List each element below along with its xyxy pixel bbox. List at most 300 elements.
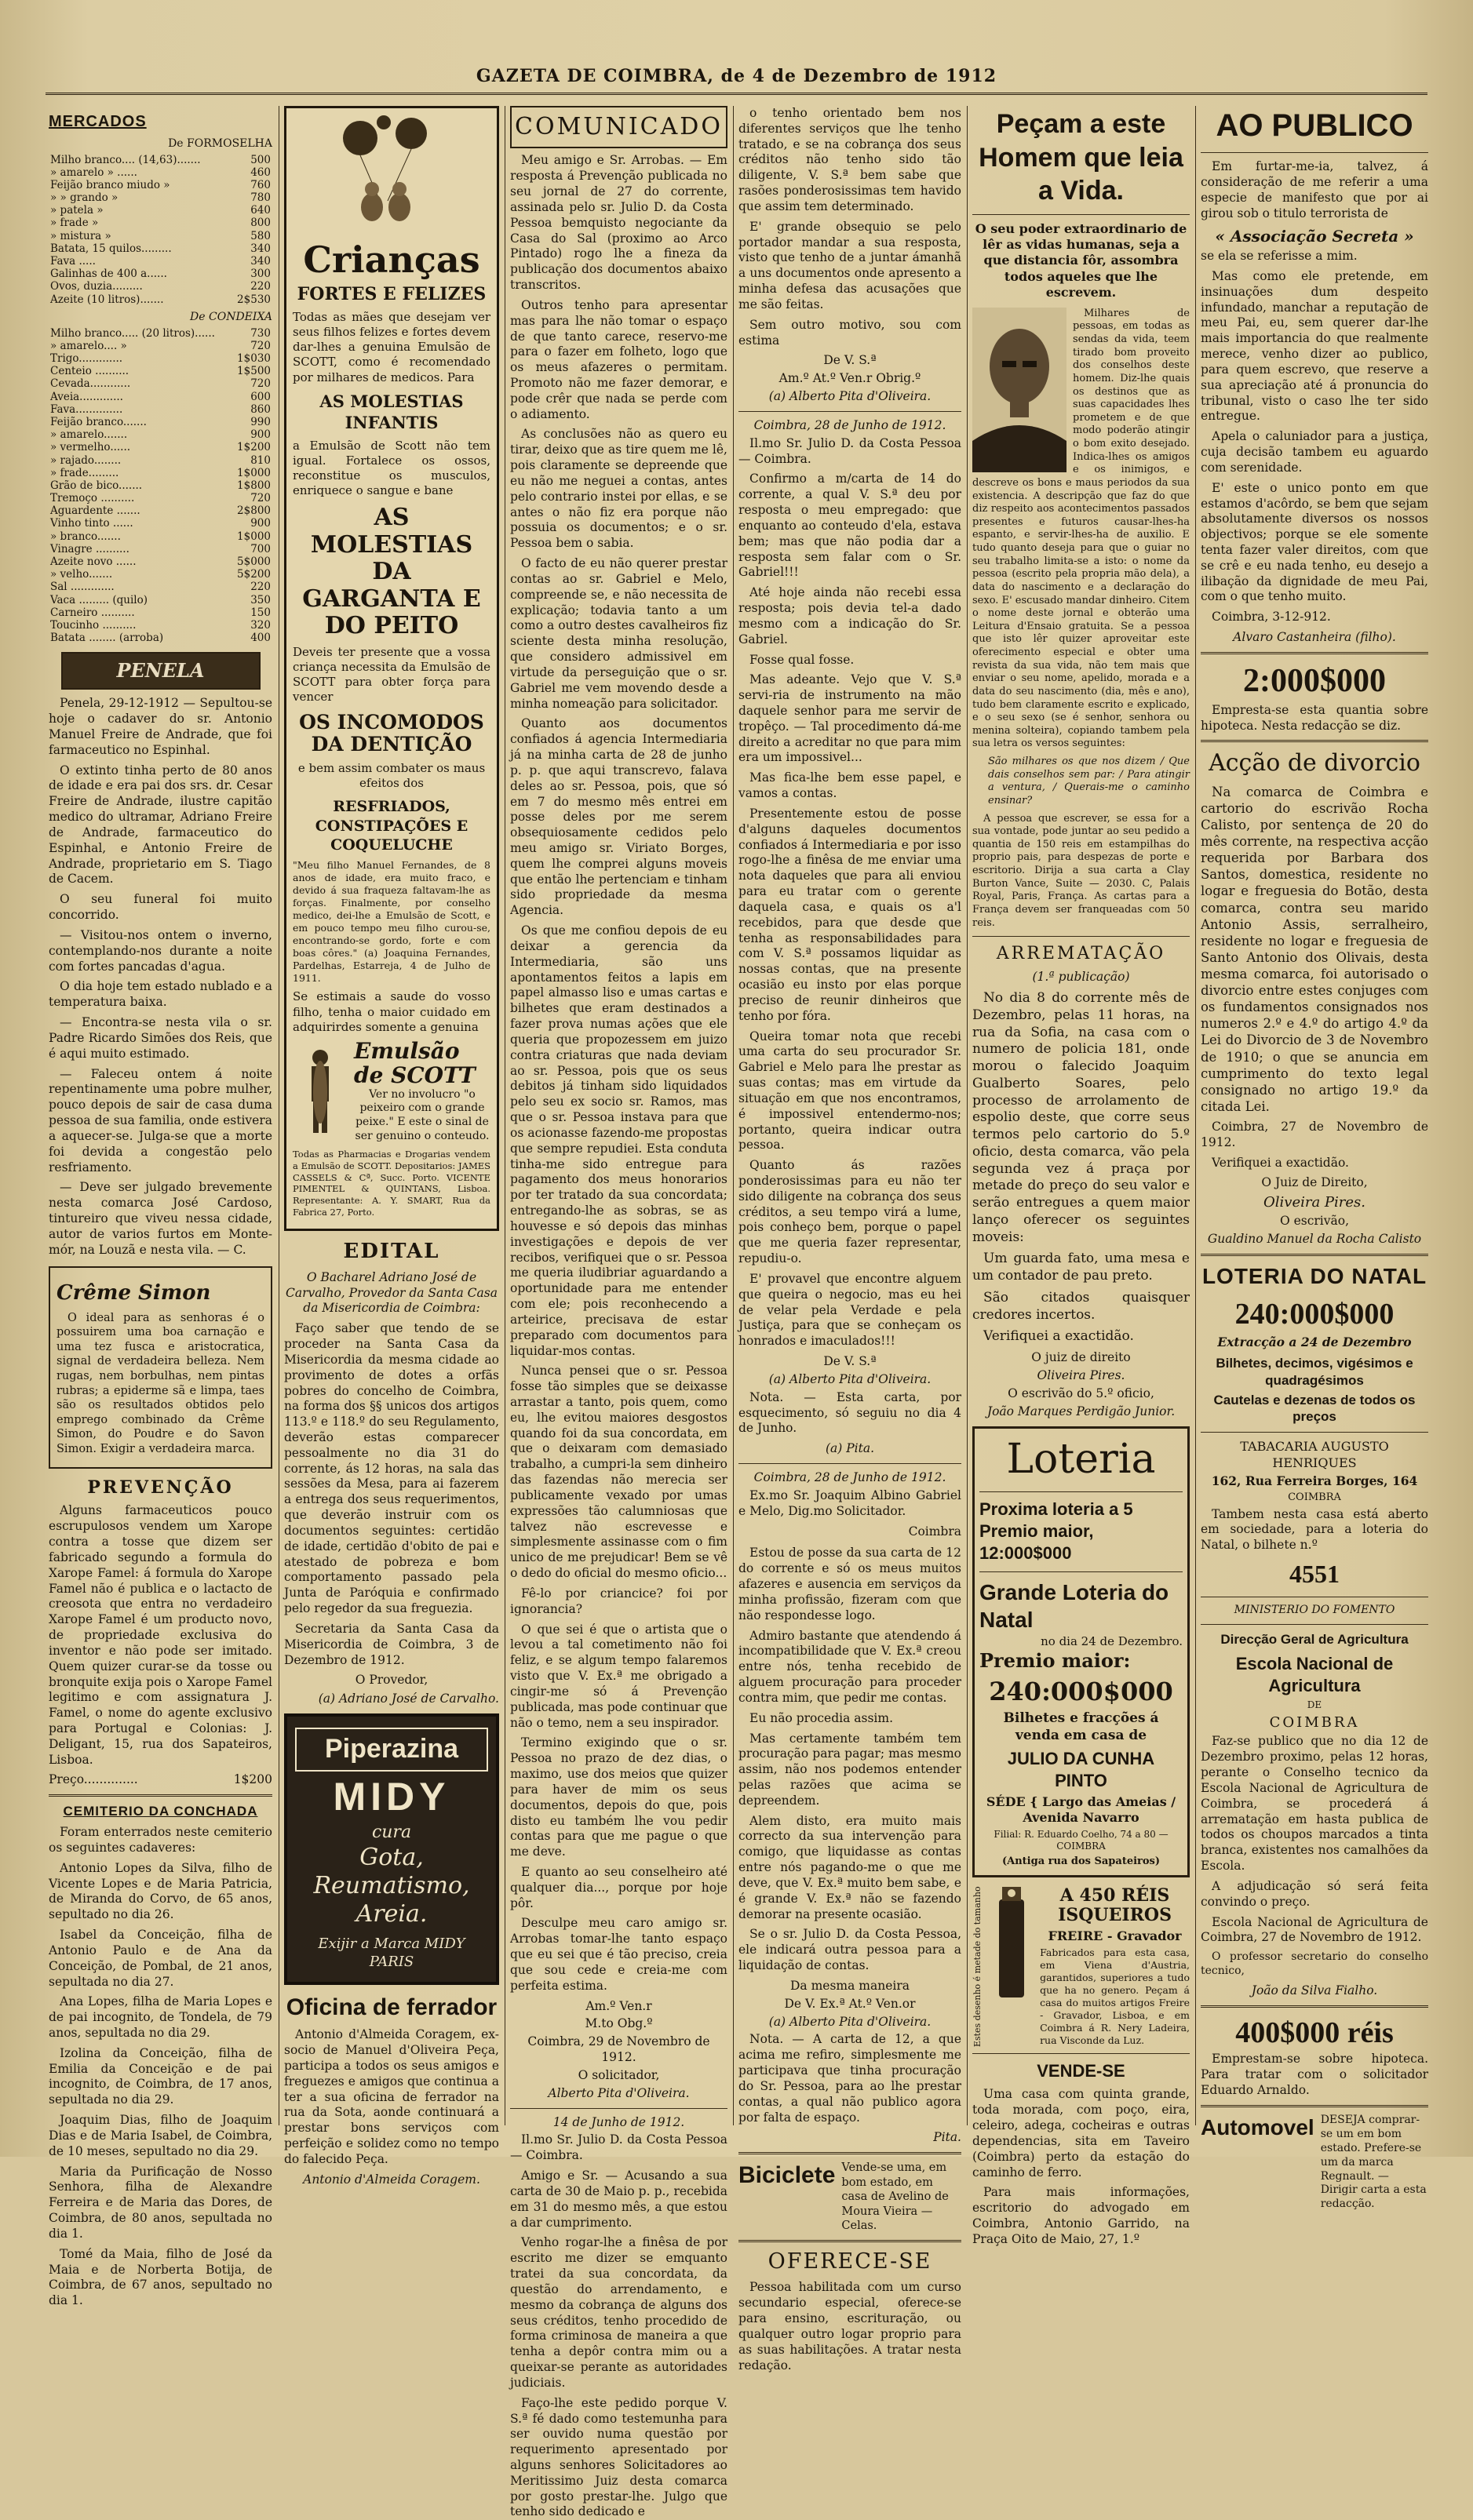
lighter-icon	[988, 1884, 1035, 2001]
condeixa-price: 1$000	[237, 530, 271, 543]
cemiterio-entry: Antonio Lopes da Silva, filho de Vicente Lopes e de Maria Patricia, de Miranda do Corvo, de 65 anos, sepultado no dia 26.	[49, 1860, 272, 1922]
penela-paragraph: — Deve ser julgado brevemente nesta comarca José Cardoso, tintureiro que viveu nessa cidade, autor de varios furtos em Monte-mór, na Louzã e nesta vila. — C.	[49, 1180, 272, 1257]
condeixa-price: 2$800	[237, 504, 271, 518]
vende-se-text: Uma casa com quinta grande, toda morada, com poço, eira, celeiro, adega, cocheiras e outras dependencias, sita em Taveiro (Coimbra) perto da estação do caminho de ferro.	[972, 2087, 1190, 2180]
loteria-line-6: 240:000$000	[989, 1677, 1173, 1707]
column-rule	[967, 106, 968, 2125]
arrematacao-sig-1: O juiz de direito	[1031, 1350, 1131, 1365]
divider	[1201, 1624, 1428, 1625]
condeixa-row	[49, 377, 272, 390]
ministerio-sig-2: João da Silva Fialho.	[1251, 1983, 1378, 1997]
condeixa-item: Aveia.............	[50, 390, 123, 403]
prevencao-title: PREVENÇÃO	[87, 1477, 234, 1499]
condeixa-row	[49, 568, 272, 581]
divider	[738, 411, 961, 412]
piperazina-title: Piperazina	[295, 1728, 488, 1772]
condeixa-price: 730	[250, 326, 271, 340]
letter-3-paragraph: Eu não procedia assim.	[749, 1710, 894, 1725]
arrematacao-sig-3: O escrivão do 5.º oficio,	[1008, 1386, 1154, 1400]
loteria-natal-line-5: COIMBRA	[1288, 1491, 1341, 1503]
condeixa-row	[49, 530, 272, 543]
condeixa-item: Azeite novo ......	[50, 555, 137, 569]
condeixa-item: Trigo.............	[50, 352, 123, 366]
condeixa-row	[49, 594, 272, 606]
ao-publico-text-5: E' este o unico ponto em que estamos d'acôrdo, se bem que sejam absolutamente diversos os nossos objectivos; porque se ele somente tenta fazer valer direitos, com que se crê e eu nada tenho, eu desejo a ilibação da dignidade de meu Pai, com o que tenho muito.	[1201, 480, 1428, 604]
scott-ad-title: Crianças	[303, 238, 480, 281]
condeixa-item: » vermelho......	[50, 441, 131, 454]
condeixa-price: 810	[250, 453, 271, 467]
condeixa-row	[49, 467, 272, 479]
cemiterio-entry: Izolina da Conceição, filha de Emilia da Conceição e de pai incognito, de Coimbra, de 17 anos, sepultada no dia 29.	[49, 2045, 272, 2107]
condeixa-item: Centeio ..........	[50, 365, 129, 378]
condeixa-price: 5$200	[237, 568, 271, 581]
biciclete-text: Vende-se uma, em bom estado, em casa de Avelino de Moura Vieira — Celas.	[841, 2161, 949, 2233]
formoselha-item: » amarelo » ......	[50, 166, 137, 179]
piperazina-conditions: Gota, Reumatismo, Areia.	[313, 1843, 470, 1928]
condeixa-price: 5$000	[237, 555, 271, 569]
formoselha-row	[49, 179, 272, 191]
condeixa-item: » amarelo.... »	[50, 339, 127, 352]
formoselha-price: 220	[250, 280, 271, 293]
comunicado-sig-2: M.to Obg.º	[585, 2016, 653, 2031]
scott-ad-heading-3: OS INCOMODOS DA DENTIÇÃO	[299, 710, 484, 756]
penela-paragraph: — Visitou-nos ontem o inverno, contemplando-nos durante a noite com fortes pancadas d'agua.	[49, 927, 272, 974]
letter-2-paragraph: Queira tomar nota que recebi uma carta do seu procurador Sr. Gabriel e Melo para lhe prestar as suas contas; mas em virtude da situação em que nos encontramos, é impossivel entendermo-nos; portanto, queira indicar outra pessoa.	[738, 1029, 961, 1153]
condeixa-row	[49, 454, 272, 467]
loteria-line-7: Bilhetes e fracções á venda em casa de	[1003, 1710, 1159, 1743]
creme-simon-title: Crême Simon	[57, 1280, 211, 1305]
formoselha-row	[49, 242, 272, 255]
scott-brand-note: Ver no involucro "o peixeiro com o grande peixe." E este o sinal de ser genuino o conteudo.	[355, 1087, 490, 1143]
cemiterio-entry: Tomé da Maia, filho de José da Maia e de Norberta Botija, de Coimbra, de 67 anos, sepultado no dia 1.	[49, 2246, 272, 2308]
letter-2-date: Coimbra, 28 de Junho de 1912.	[753, 417, 946, 432]
divider	[1201, 152, 1428, 153]
loteria-natal-subtitle: Extracção a 24 de Dezembro	[1217, 1335, 1412, 1350]
condeixa-price: 860	[250, 402, 271, 416]
ministerio-line-3: DE	[1307, 1699, 1322, 1711]
piperazina-exigir: Exijir a Marca MIDY PARIS	[318, 1935, 465, 1970]
fisherman-with-fish-icon	[293, 1045, 348, 1139]
divider	[738, 2240, 961, 2242]
condeixa-price: 720	[250, 492, 271, 505]
loan-amount-2: 400$000 réis	[1235, 2016, 1394, 2049]
formoselha-price: 800	[250, 217, 271, 230]
formoselha-row	[49, 280, 272, 293]
condeixa-price: 350	[250, 593, 271, 606]
oferece-se-title: OFERECE-SE	[767, 2249, 932, 2274]
condeixa-row	[49, 504, 272, 517]
letter-2-paragraph: Mas fica-lhe bem esse papel, e vamos a contas.	[738, 770, 961, 801]
condeixa-row	[49, 365, 272, 377]
loteria-natal-line-6: Tambem nesta casa está aberto em sociedade, para a loteria do Natal, o bilhete n.º	[1201, 1506, 1428, 1553]
condeixa-row	[49, 428, 272, 441]
piperazina-cura: cura	[371, 1822, 412, 1842]
formoselha-row	[49, 268, 272, 280]
loteria-natal-amount: 240:000$000	[1234, 1297, 1395, 1331]
letter-recipient: Il.mo Sr. Julio D. da Costa Pessoa — Coimbra.	[510, 2132, 727, 2163]
formoselha-price: 760	[250, 178, 271, 191]
oferece-se-text: Pessoa habilitada com um curso secundario especial, oferece-se para ensino, escrituração, ou qualquer outro logar proprio para as suas habilitações. A tratar nesta redação.	[738, 2280, 961, 2373]
pecam-body	[972, 308, 1190, 930]
formoselha-item: » frade »	[50, 217, 99, 230]
ao-publico-text-1: Em furtar-me-ia, talvez, á consideração de me referir a uma especie de manifesto que por ai girou sob o titulo terrorista de	[1201, 159, 1428, 220]
divider	[738, 2152, 961, 2154]
condeixa-price: 600	[250, 390, 271, 403]
comunicado-paragraph: Os que me confiou depois de eu deixar a gerencia da Intermediaria, são uns apontamentos feitos a lapis em papel almasso liso e umas cartas e bilhetes que eram destinados a fazer prova numas ações que ele queria que propozessem em juizo contra criaturas que nada deviam ao sr. Pessoa, pois que os seus debitos já tinham sido liquidados pelo seu ex socio sr. Ramos, mas que o sr. Pessoa instava para que os acionasse fazendo-me propostas que sempre repudiei. Esta conduta tinha-me sido entregue para pagamento dos meus honorarios por ter tratado da sua concordata; entregando-lhe as sobras, se as houvesse e só depois das minhas investigações e depois de ver recibos, verifiquei que o sr. Pessoa me queria iludibriar aguardando a oportunidade para me entender com ele; pois reconhecendo a arteirice, precisava de estar preparado com documentos para liquidar-mos contas.	[510, 923, 727, 1358]
sig-d: De V. S.ª	[823, 1354, 877, 1369]
condeixa-price: 700	[250, 542, 271, 555]
condeixa-item: » rajado........	[50, 453, 122, 467]
divider	[1201, 740, 1428, 742]
arrematacao-sig-4: João Marques Perdigão Junior.	[986, 1404, 1176, 1418]
loteria-line-2: Premio maior, 12:000$000	[979, 1521, 1094, 1564]
letter-3-date: Coimbra, 28 de Junho de 1912.	[753, 1470, 946, 1485]
children-balloons-illustration	[293, 115, 490, 232]
cemiterio-entry: Ana Lopes, filha de Maria Lopes e de pai incognito, de Tondela, de 79 anos, sepultada no dia 29.	[49, 1994, 272, 2040]
formoselha-row	[49, 255, 272, 268]
scott-ad-text-3: Deveis ter presente que a vossa criança necessita da Emulsão de SCOTT para obter força para vencer	[293, 644, 490, 705]
automovel-text: DESEJA comprar-se um em bom estado. Prefere-se um da marca Regnault. — Dirigir carta a esta redacção.	[1320, 2113, 1427, 2211]
condeixa-row	[49, 543, 272, 555]
scott-ad-heading-1: AS MOLESTIAS INFANTIS	[319, 391, 464, 432]
condeixa-row	[49, 555, 272, 568]
comunicado-paragraph: O que sei é que o artista que o levou a tal cometimento não foi feliz, e se algum tempo falaremos visto que V. Ex.ª me obrigado a cingir-me só á Prevenção publicada, mas pode continuar que não o temo, nem a seu inspirador.	[510, 1622, 727, 1730]
loteria-ad	[972, 1426, 1190, 1878]
loteria-natal-title: LOTERIA DO NATAL	[1201, 1263, 1427, 1288]
formoselha-item: Batata, 15 quilos.........	[50, 242, 172, 255]
cemiterio-list	[49, 1861, 272, 2309]
formoselha-price: 300	[250, 268, 271, 281]
ministerio-title: MINISTERIO DO FOMENTO	[1234, 1604, 1395, 1617]
condeixa-row	[49, 327, 272, 340]
ao-publico-quote: « Associação Secreta »	[1215, 226, 1414, 246]
ao-publico-title: AO PUBLICO	[1216, 108, 1413, 143]
comunicado-paragraph: Meu amigo e Sr. Arrobas. — Em resposta á Prevenção publicada no seu jornal de 27 do corrente, assinada pelo sr. Julio D. da Costa Pessoa bemquisto negociante da Casa do Sal (proximo ao Arco Pintado) rogo lhe a fineza da publicação dos documentos abaixo transcritos.	[510, 153, 727, 293]
scott-ad-heading-2: AS MOLESTIAS DA GARGANTA E DO PEITO	[302, 504, 481, 640]
prevencao-text: Alguns farmaceuticos pouco escrupulosos vendem um Xarope contra a tosse que dizem ser fabricado segundo a formula do Xarope Famel: á formula do Xarope Famel não é publica e o lactacto de creosota que entra no verdadeiro Xarope Famel é um producto novo, de propriedade exclusiva do inventor e não pode ser imitado. Quem quizer curar-se da tosse ou bronquite exija pois o Xarope Famel legitimo e com assignatura J. Famel, o nome do agente exclusivo para Portugal e Colonias: J. Deligant, 15, rua dos Sapateiros, Lisboa.	[49, 1503, 272, 1767]
loteria-line-8: JULIO DA CUNHA PINTO	[1007, 1748, 1155, 1790]
divorcio-sig-1: O Juiz de Direito,	[1261, 1175, 1368, 1190]
divider	[1201, 2105, 1428, 2107]
condeixa-price: 720	[250, 339, 271, 352]
pecam-poem: São milhares os que nos dizem / Que dais conselhos sem par: / Para atingir a ventura, / Querais-me o caminho ensinar?	[988, 756, 1190, 807]
pecam-title: Peçam a este Homem que leia a Vida.	[979, 109, 1183, 206]
comunicado-paragraph: E quanto ao seu conselheiro até qualquer dia..., porque por hoje pôr.	[510, 1865, 727, 1910]
loteria-line-4: no dia 24 de Dezembro.	[1041, 1634, 1183, 1649]
sig-h: (a) Alberto Pita d'Oliveira.	[768, 2014, 932, 2029]
comunicado-sig-4: Alberto Pita d'Oliveira.	[548, 2085, 690, 2100]
masthead-rule	[46, 93, 1427, 95]
condeixa-row	[49, 581, 272, 593]
formoselha-price: 580	[250, 229, 271, 242]
arrematacao-text: No dia 8 do corrente mês de Dezembro, pelas 11 horas, na rua da Sofia, na casa com o numero de policia 181, onde morou o falecido Joaquim Gualberto Soares, pelo processo de arrolamento de espolio deste, que corre seus termos pelo cartorio do 5.º oficio, desta comarca, vão pela segunda vez á praça por metade do preço do seu valor e serão entregues a quem maior lanço oferecer os seguintes moveis:	[972, 990, 1190, 1245]
divorcio-verify: Verifiquei a exactidão.	[1212, 1155, 1349, 1170]
formoselha-row	[49, 204, 272, 217]
formoselha-item: Feijão branco miudo »	[50, 178, 170, 191]
loteria-title: Loteria	[1006, 1435, 1156, 1483]
condeixa-row	[49, 340, 272, 352]
letter-2-text	[738, 472, 961, 1349]
edital-signature-role: O Provedor,	[355, 1673, 428, 1688]
divider	[738, 1463, 961, 1464]
column-3	[510, 106, 727, 2519]
column-6	[1201, 106, 1428, 2211]
penela-paragraph: — Faleceu ontem á noite repentinamente uma pobre mulher, pouco depois de sair de casa duma pessoa de sua familia, onde estivera a aquecer-se. Julga-se que a morte foi devida a congestão pelo resfriamento.	[49, 1066, 272, 1174]
letter-2-paragraph: Quanto ás razões ponderosissimas para eu não ter sido diligente na cobrança dos seus créditos, a seu tempo virá a lume, pois conheço bem, porque o papel que me queria fazer representar, repudiu-o.	[738, 1158, 961, 1266]
formoselha-title: De FORMOSELHA	[168, 137, 272, 150]
cemiterio-entry: Joaquim Dias, filho de Joaquim Dias e de Maria Isabel, de Coimbra, de 10 meses, sepultado no dia 29.	[49, 2113, 272, 2158]
condeixa-title: De CONDEIXA	[190, 310, 272, 323]
letter-paragraph: E' grande obsequio se pelo portador mandar a sua resposta, visto que tenho de a juntar ámanhã a uns documentos onde apresento a minha defesa das acusações que me são feitas.	[738, 219, 961, 311]
loteria-line-9: SÉDE { Largo das Ameias / Avenida Navarro	[986, 1793, 1176, 1826]
divider	[979, 1491, 1183, 1492]
column-rule	[1195, 106, 1196, 2125]
comunicado-sig-3: O solicitador,	[578, 2067, 660, 2082]
biciclete-ad	[738, 2161, 961, 2234]
letter-3-paragraph: Admiro bastante que atendendo á incompatibilidade que V. Ex.ª creou entre nós, tenha recebido de alguem procuração para proceder contra mim, que pedir me contas.	[738, 1628, 961, 1705]
pecam-text: Milhares de pessoas, em todas as sendas da vida, teem tirado bom proveito dos conselhos deste homem. Diz-lhe quais os destinos que as suas capacidades lhes prometem e de que modo poderão atingir o bom exito desejado. Indica-lhes os amigos e os inimigos, e descreve os bons e maus periodos da sua existencia. A descripção que faz do que diz respeito aos acontecimentos passados presentes e futuros causar-lhes-ha espanto, e servir-lhes-ha de auxilio. E tudo quanto deseja para que o guiar no seu trabalho limita-se a isto: o nome da pessoa (escrito pela propria mão dela), a data do nascimento e a declaração do sexo. E' escusado mandar dinheiro. Citem o nome deste jornal e obterão uma Leitura d'Ensaio gratuita. Se a pessoa que isto lêr quizer aproveitar este oferecimento especial e obter uma revista da sua vida, não tem mais que enviar o seu nome, apelido, morada e a data do seu nascimento (dia, mês e ano), tudo bem claramente escrito e explicado, e o seu sexo (se é senhor, senhora ou menina solteira), copiando tambem pela sua letra os versos seguintes:	[972, 307, 1190, 750]
condeixa-price: 1$200	[237, 441, 271, 454]
divorcio-text: Na comarca de Coimbra e cartorio do escrivão Rocha Calisto, por sentença de 20 do mês corrente, na respectiva acção requerida por Barbara dos Santos, domestica, residente no logar e freguesia do Botão, desta comarca, contra seu marido Antonio Assis, serralheiro, residente no logar e freguesia de Santo Antonio dos Olivais, desta mesma comarca, foi autorisado o divorcio entre estes conjuges com os fundamentos consignados nos numeros 2.º e 4.º do artigo 4.º da Lei do Divorcio de 3 de Novembro de 1910; o que se anuncia em cumprimento do texto legal consignado no artigo 19.º da citada Lei.	[1201, 784, 1428, 1114]
divorcio-sig-4: Gualdino Manuel da Rocha Calisto	[1207, 1232, 1422, 1247]
cemiterio-intro: Foram enterrados neste cemiterio os seguintes cadaveres:	[49, 1825, 272, 1855]
edital-title: EDITAL	[343, 1240, 440, 1264]
comunicado-paragraph: Outros tenho para apresentar mas para lhe não tomar o espaço de que tanto carece, reservo-me para o fazer em folheto, logo que os meus afazeres o permitam. Promoto não me fazer demorar, e pode crêr que nada se perde com o adiamento.	[510, 297, 727, 421]
ministerio-sig-1: O professor secretario do conselho tecnico,	[1201, 1950, 1428, 1978]
arrematacao-title: ARREMATAÇÃO	[996, 944, 1166, 964]
condeixa-row	[49, 416, 272, 428]
cemiterio-entry: Isabel da Conceição, filha de Antonio Paulo e de Ana da Conceição, de Pombal, de 21 anos, sepultada no dia 27.	[49, 1928, 272, 1989]
nota-2: Nota. — A carta de 12, a que acima me refiro, simplesmente me participava que tinha procuração do Sr. Pessoa, para ao lhe prestar contas, a qual não publico agora por falta de espaço.	[738, 2032, 961, 2125]
arrematacao-text-3: São citados quaisquer credores incertos.	[972, 1289, 1190, 1323]
letter-3-recipient: Ex.mo Sr. Joaquim Albino Gabriel e Melo, Dig.mo Solicitador.	[738, 1488, 961, 1518]
scott-ad-text-5: Se estimais a saude do vosso filho, tenha o maior cuidado em adquirirdes somente a genuina	[293, 989, 490, 1034]
sig-e: (a) Alberto Pita d'Oliveira.	[768, 1371, 932, 1386]
condeixa-item: Vaca ......... (quilo)	[50, 593, 148, 606]
formoselha-table	[49, 154, 272, 306]
scott-ad-heading-4: RESFRIADOS, CONSTIPAÇÕES E COQUELUCHE	[315, 798, 469, 854]
column-5	[972, 106, 1190, 2246]
condeixa-item: Milho branco..... (20 litros)......	[50, 326, 215, 340]
letter-paragraph: o tenho orientado bem nos diferentes serviços que lhe tenho tratado, e se na cobrança dos seus créditos não tenho sido tão diligente, V. S.ª bem sabe que rasões ponderosissimas tem havido que assim tem determinado.	[738, 106, 961, 213]
divider	[510, 2108, 727, 2109]
condeixa-price: 720	[250, 377, 271, 391]
formoselha-price: 460	[250, 166, 271, 179]
condeixa-item: Toucinho ..........	[50, 618, 137, 632]
edital-subtitle: O Bacharel Adriano José de Carvalho, Provedor da Santa Casa da Misericordia de Coimbra:	[286, 1269, 498, 1316]
pecam-text-2: A pessoa que escrever, se essa for a sua vontade, pode juntar ao seu pedido a quantia de 150 reis em estampilhas do proprio pais, para despezas de porte e escritorio. Dirija a sua carta a Clay Burton Vance, Suite — 2030. C, Palais Royal, Paris, França. As cartas para a França devem ser franqueadas com 50 reis.	[972, 812, 1190, 929]
piperazina-midy-ad	[284, 1713, 499, 1985]
letter-paragraph: Sem outro motivo, sou com estima	[738, 317, 961, 348]
loteria-line-11: (Antiga rua dos Sapateiros)	[1001, 1855, 1161, 1867]
formoselha-row	[49, 191, 272, 204]
letter-3-paragraph: Estou de posse da sua carta de 12 do corrente e só os meus muitos afazeres e ausencia em serviços da minha profissão, fizeram com que não respondesse logo.	[738, 1546, 961, 1622]
comunicado-paragraph: Quanto aos documentos confiados á agencia Intermediaria já na minha carta de 28 de junho p. p. que aqui transcrevo, falava deles ao sr. Pessoa, pois, que só em 7 do mesmo mês entrei em posse deles por me serem obsequiosamente cedidos pelo meu amigo sr. Viriato Borges, quem lhe comprei alguns moveis que então lhe pertenciam e tinham sido propriedade da mesma Agencia.	[510, 716, 727, 918]
isqueiros-title: A 450 RÉIS ISQUEIROS	[1058, 1885, 1172, 1926]
isqueiros-brand: FREIRE - Gravador	[1048, 1928, 1182, 1943]
isqueiros-text: Fabricados para esta casa, em Viena d'Austria, garantidos, superiores a tudo que ha no genero. Peçam á casa do muitos artigos Freire - Gravador, Lisboa, e em Coimbra á R. Nery Ladeira, rua Visconde da Luz.	[1040, 1946, 1190, 2047]
prevencao-price: 1$200	[233, 1772, 272, 1787]
condeixa-row	[49, 391, 272, 403]
condeixa-price: 1$000	[237, 466, 271, 479]
letter-2-paragraph: Até hoje ainda não recebi essa resposta; pois devia tel-a dado mesmo com a indicação do Sr. Gabriel.	[738, 585, 961, 646]
penela-heading: PENELA	[61, 652, 261, 690]
condeixa-price: 900	[250, 428, 271, 442]
creme-simon-text: O ideal para as senhoras é o possuirem uma boa carnação e uma tez fusca e aristocratica, signal de verdadeira belleza. Nem rugas, nem borbulhas, nem pintas rubras; a epiderme sã e limpa, taes são os resultados obtidos pelo emprego combinado da Crême Simon, do Poudre e do Savon Simon. Exigir a verdadeira marca.	[57, 1311, 264, 1455]
nota-1: Nota. — Esta carta, por esquecimento, só seguiu no dia 4 de Junho.	[738, 1389, 961, 1436]
condeixa-row	[49, 606, 272, 619]
condeixa-item: Fava..............	[50, 402, 123, 416]
condeixa-table	[49, 327, 272, 645]
scott-ad-text-4: e bem assim combater os maus efeitos dos	[297, 761, 486, 791]
letter-3-paragraph: Mas certamente também tem procuração para pagar; mas mesmo assim, não nos podemos entender pelas razões que acima se depreendem.	[738, 1731, 961, 1808]
ao-publico-signature: Alvaro Castanheira (filho).	[1233, 630, 1396, 645]
scott-emulsion-ad	[284, 106, 499, 1231]
oficina-text: Antonio d'Almeida Coragem, ex-socio de Manuel d'Oliveira Peça, participa a todos os seus amigos e freguezes e amigos que continua a ter a sua oficina de ferrador na rua da Sota, aonde continuará a prestar bons serviços com perfeição e solidez como no tempo do falecido Peça.	[284, 2027, 499, 2166]
condeixa-price: 1$500	[237, 365, 271, 378]
letter-date: 14 de Junho de 1912.	[552, 2114, 685, 2129]
divider	[972, 214, 1190, 215]
comunicado-paragraph: As conclusões não as quero eu tirar, deixo que as tire quem me lê, pois claramente se depreende que eu não me neguei a contas, antes pelo contrario instei por ellas, e se antes o não fiz era porque não possuia os documentos; e o sr. Pessoa bem o sabia.	[510, 427, 727, 551]
divider	[1201, 652, 1428, 654]
loteria-line-5: Premio maior:	[979, 1649, 1131, 1673]
cemiterio-title: CEMITERIO DA CONCHADA	[63, 1804, 258, 1819]
letter-2-paragraph: Mas adeante. Vejo que V. S.ª servi-ria de instrumento na mão daquele senhor para me servir de tropêço. — Tal procedimento dá-me direito a acreditar no que para mim era um impossivel...	[738, 672, 961, 765]
letter-paragraph: Amigo e Sr. — Acusando a sua carta de 30 de Maio p. p., recebida em 31 do mesmo mês, a que estou a dar cumprimento.	[510, 2169, 727, 2230]
isqueiros-side-note: Estes desenho é metade do tamanho	[972, 1886, 983, 2048]
condeixa-row	[49, 492, 272, 504]
prevencao-price-row	[49, 1772, 272, 1788]
pecam-subtitle: O seu poder extraordinario de lêr as vidas humanas, seja a que distancia fôr, assombra todos aqueles que lhe escrevem.	[975, 220, 1187, 300]
edital-paragraph: Secretaria da Santa Casa da Misericordia de Coimbra, 3 de Dezembro de 1912.	[284, 1621, 499, 1667]
ministerio-text-2: A adjudicação só será feita convindo o preço.	[1201, 1878, 1428, 1909]
scott-ad-testimony: "Meu filho Manuel Fernandes, de 8 anos de idade, era muito fraco, e devido á sua fraqueza faltavam-lhe as forças. Finalmente, por conselho medico, dei-lhe a Emulsão de Scott, e em pouco tempo meu filho curou-se, encontrando-se gordo, forte e com boas côres." (a) Joaquina Fernandes, Pardelhas, Estarreja, 4 de Julho de 1911.	[293, 859, 490, 985]
letter-3-paragraph: Alem disto, era muito mais correcto da sua intervenção para comigo, que liquidasse as contas entre nós pagando-me o que me deve, que V. Ex.ª muito bem sabe, e é grande V. Ex.ª não se fazendo demorar na presente ocasião.	[738, 1813, 961, 1921]
comunicado-title: COMUNICADO	[510, 106, 727, 148]
scott-ad-footer: Todas as Pharmacias e Drogarias vendem a Emulsão de SCOTT. Depositarios: JAMES CASSELS & Cª, Succ. Porto. VICENTE PIMENTEL & QUINTANS, Lisboa. Representante: A. Y. SMART, Rua da Fabrica 27, Porto.	[293, 1149, 490, 1218]
loteria-natal-line-1: Bilhetes, decimos, vigésimos e quadragésimos	[1216, 1356, 1413, 1388]
arrematacao-text-4: Verifiquei a exactidão.	[983, 1328, 1134, 1345]
sig-c: (a) Alberto Pita d'Oliveira.	[768, 389, 932, 404]
comunicado-paragraph: Termino exigindo que o sr. Pessoa no prazo de dez dias, o maximo, use dos meios que quizer para haver de mim os seus documentos, depois do que, pois disto eu também lhe vou pedir contas para que me pague o que me deve.	[510, 1735, 727, 1859]
divorcio-date: Coimbra, 27 de Novembro de 1912.	[1201, 1119, 1428, 1149]
sig-f: Da mesma maneira	[790, 1978, 910, 1993]
sig-b: Am.º At.º Ven.r Obrig.º	[778, 371, 921, 386]
letter-paragraph: Venho rogar-lhe a finêsa de por escrito me dizer se emquanto tratei da sua concordata, da questão do arrendamento, e mesmo da cobrança de alguns dos seus créditos, tenho procedido de forma criminosa de maneira a que tenha a depôr contra mim ou a queixar-se perante as autoridades judiciais.	[510, 2235, 727, 2390]
formoselha-item: Milho branco.... (14,63).......	[50, 153, 201, 166]
condeixa-row	[49, 517, 272, 530]
letter-2-paragraph: Fosse qual fosse.	[749, 652, 855, 667]
cemiterio-entry: Maria da Purificação de Nosso Senhora, filha de Alexandre Ferreira e de Maria das Dores, de Coimbra, de 80 anos, sepultada no dia 1.	[49, 2164, 272, 2241]
comunicado-paragraph: Fê-lo por criancice? foi por ignorancia?	[510, 1586, 727, 1616]
oficina-signature: Antonio d'Almeida Coragem.	[303, 2172, 480, 2187]
comunicado-paragraph: O facto de eu não querer prestar contas ao sr. Gabriel e Melo, compreende se, e não necessita de explicação; todavia tanto a um como a outro destes cavalheiros fiz sciente desta minha resolução, que considero admissivel em virtude da perseguição que o sr. Gabriel me vem movendo desde a minha nomeação para solicitador.	[510, 556, 727, 711]
isqueiros-ad	[972, 1884, 1190, 2047]
edital-text	[284, 1321, 499, 1668]
sig-a: De V. S.ª	[823, 353, 877, 368]
loteria-natal-line-4: 162, Rua Ferreira Borges, 164	[1211, 1473, 1418, 1489]
edital-signature: (a) Adriano José de Carvalho.	[318, 1692, 499, 1706]
divorcio-title: Acção de divorcio	[1209, 749, 1420, 777]
formoselha-item: Fava .....	[50, 255, 96, 268]
divider	[49, 1794, 272, 1797]
arrematacao-sig-2: Oliveira Pires.	[1037, 1368, 1125, 1383]
letter-3-text	[738, 1546, 961, 1974]
loteria-natal-line-3: TABACARIA AUGUSTO HENRIQUES	[1240, 1439, 1389, 1470]
condeixa-price: 150	[250, 606, 271, 619]
penela-paragraph: — Encontra-se nesta vila o sr. Padre Ricardo Simões dos Reis, que é aqui muito estimado.	[49, 1015, 272, 1061]
column-rule	[733, 106, 734, 2125]
column-4	[738, 106, 961, 2373]
penela-paragraph: O extinto tinha perto de 80 anos de idade e era pai dos srs. dr. Cesar Freire de Andrade, ilustre capitão medico do ultramar, Adriano Freire de Andrade, farmaceutico do Espinhal, e Antonio Freire de Andrade, proprietario em S. Tiago de Cacem.	[49, 763, 272, 887]
condeixa-item: » velho.......	[50, 568, 113, 581]
vende-se-text-2: Para mais informações, escritorio do advogado em Coimbra, Antonio Garrido, na Praça Oito de Maio, 27, 1.º	[972, 2185, 1190, 2246]
penela-paragraph: Penela, 29-12-1912 — Sepultou-se hoje o cadaver do sr. Antonio Manuel Freire de Andrade, que foi farmaceutico no Espinhal.	[49, 696, 272, 757]
scott-brand-block	[293, 1037, 490, 1144]
comunicado-sig-1: Am.º Ven.r	[585, 1998, 652, 2013]
vende-se-title: VENDE-SE	[1037, 2061, 1125, 2081]
masthead: GAZETA DE COIMBRA, de 4 de Dezembro de 1912	[476, 66, 997, 86]
mercados-title: MERCADOS	[49, 113, 147, 130]
condeixa-price: 400	[250, 632, 271, 645]
prevencao-price-label: Preço..............	[49, 1772, 138, 1787]
condeixa-item: » amarelo.......	[50, 428, 128, 442]
condeixa-row	[49, 632, 272, 644]
formoselha-row	[49, 166, 272, 179]
formoselha-item: Galinhas de 400 a......	[50, 268, 167, 281]
column-1	[49, 106, 272, 2308]
letter-text	[510, 2169, 727, 2520]
formoselha-item: » patela »	[50, 204, 104, 217]
formoselha-row	[49, 293, 272, 306]
ao-publico-text-4: Apela o caluniador para a justiça, cuja decisão tambem eu aguardo com serenidade.	[1201, 429, 1428, 475]
penela-paragraph: O dia hoje tem estado nublado e a temperatura baixa.	[49, 979, 272, 1010]
formoselha-price: 340	[250, 255, 271, 268]
divorcio-sig-2: Oliveira Pires.	[1263, 1194, 1365, 1211]
nota-2-sig: Pita.	[933, 2130, 961, 2145]
ao-publico-text-3: Mas como ele pretende, em insinuações dum despeito infundado, manchar a reputação de meu Pai, eu, sem querer dar-lhe mais importancia do que realmente merece, venho dizer ao publico, para quem escrevo, que reserve a sua apreciação até á pronuncia do tribunal, visto o caso lhe ter sido entregue.	[1201, 268, 1428, 424]
ministerio-date: Escola Nacional de Agricultura de Coimbra, 27 de Novembro de 1912.	[1201, 1914, 1428, 1945]
comunicado-date: Coimbra, 29 de Novembro de 1912.	[527, 2034, 710, 2065]
creme-simon-ad	[49, 1266, 272, 1469]
formoselha-item: » » grando »	[50, 191, 118, 205]
letter-3-paragraph: Se o sr. Julio D. da Costa Pessoa, ele indicará outra pessoa para a liquidação de contas.	[738, 1927, 961, 1973]
formoselha-row	[49, 217, 272, 229]
divider	[1201, 1254, 1428, 1256]
loan-text-2: Emprestam-se sobre hipoteca. Para tratar com o solicitador Eduardo Arnaldo.	[1201, 2052, 1428, 2098]
condeixa-item: » frade.........	[50, 466, 119, 479]
condeixa-price: 220	[250, 581, 271, 594]
scott-ad-subtitle: FORTES E FELIZES	[297, 283, 487, 304]
condeixa-item: Cevada............	[50, 377, 131, 391]
biciclete-title: Biciclete	[738, 2162, 836, 2189]
loteria-natal-line-2: Cautelas e dezenas de todos os preços	[1213, 1392, 1416, 1425]
ministerio-text: Faz-se publico que no dia 12 de Dezembro proximo, pelas 12 horas, perante o Conselho tecnico da Escola Nacional de Agricultura de Coimbra, se procederá á arrematação em hasta publica de todos os choupos marcados a tinta branca, existentes nos camalhões da Escola.	[1201, 1734, 1428, 1874]
condeixa-row	[49, 403, 272, 416]
divider	[1201, 1432, 1428, 1433]
formoselha-row	[49, 154, 272, 166]
condeixa-item: Aguardente .......	[50, 504, 140, 518]
man-portrait-illustration	[972, 308, 1066, 472]
loteria-natal-number: 4551	[1289, 1560, 1340, 1589]
formoselha-price: 2$530	[237, 293, 271, 306]
formoselha-item: » mistura »	[50, 229, 111, 242]
formoselha-item: Azeite (10 litros).......	[50, 293, 164, 306]
condeixa-item: Tremoço ..........	[50, 492, 135, 505]
automovel-title: Automovel	[1201, 2114, 1314, 2139]
condeixa-row	[49, 352, 272, 365]
loteria-line-10: Filial: R. Eduardo Coelho, 74 a 80 — COIMBRA	[994, 1828, 1169, 1852]
